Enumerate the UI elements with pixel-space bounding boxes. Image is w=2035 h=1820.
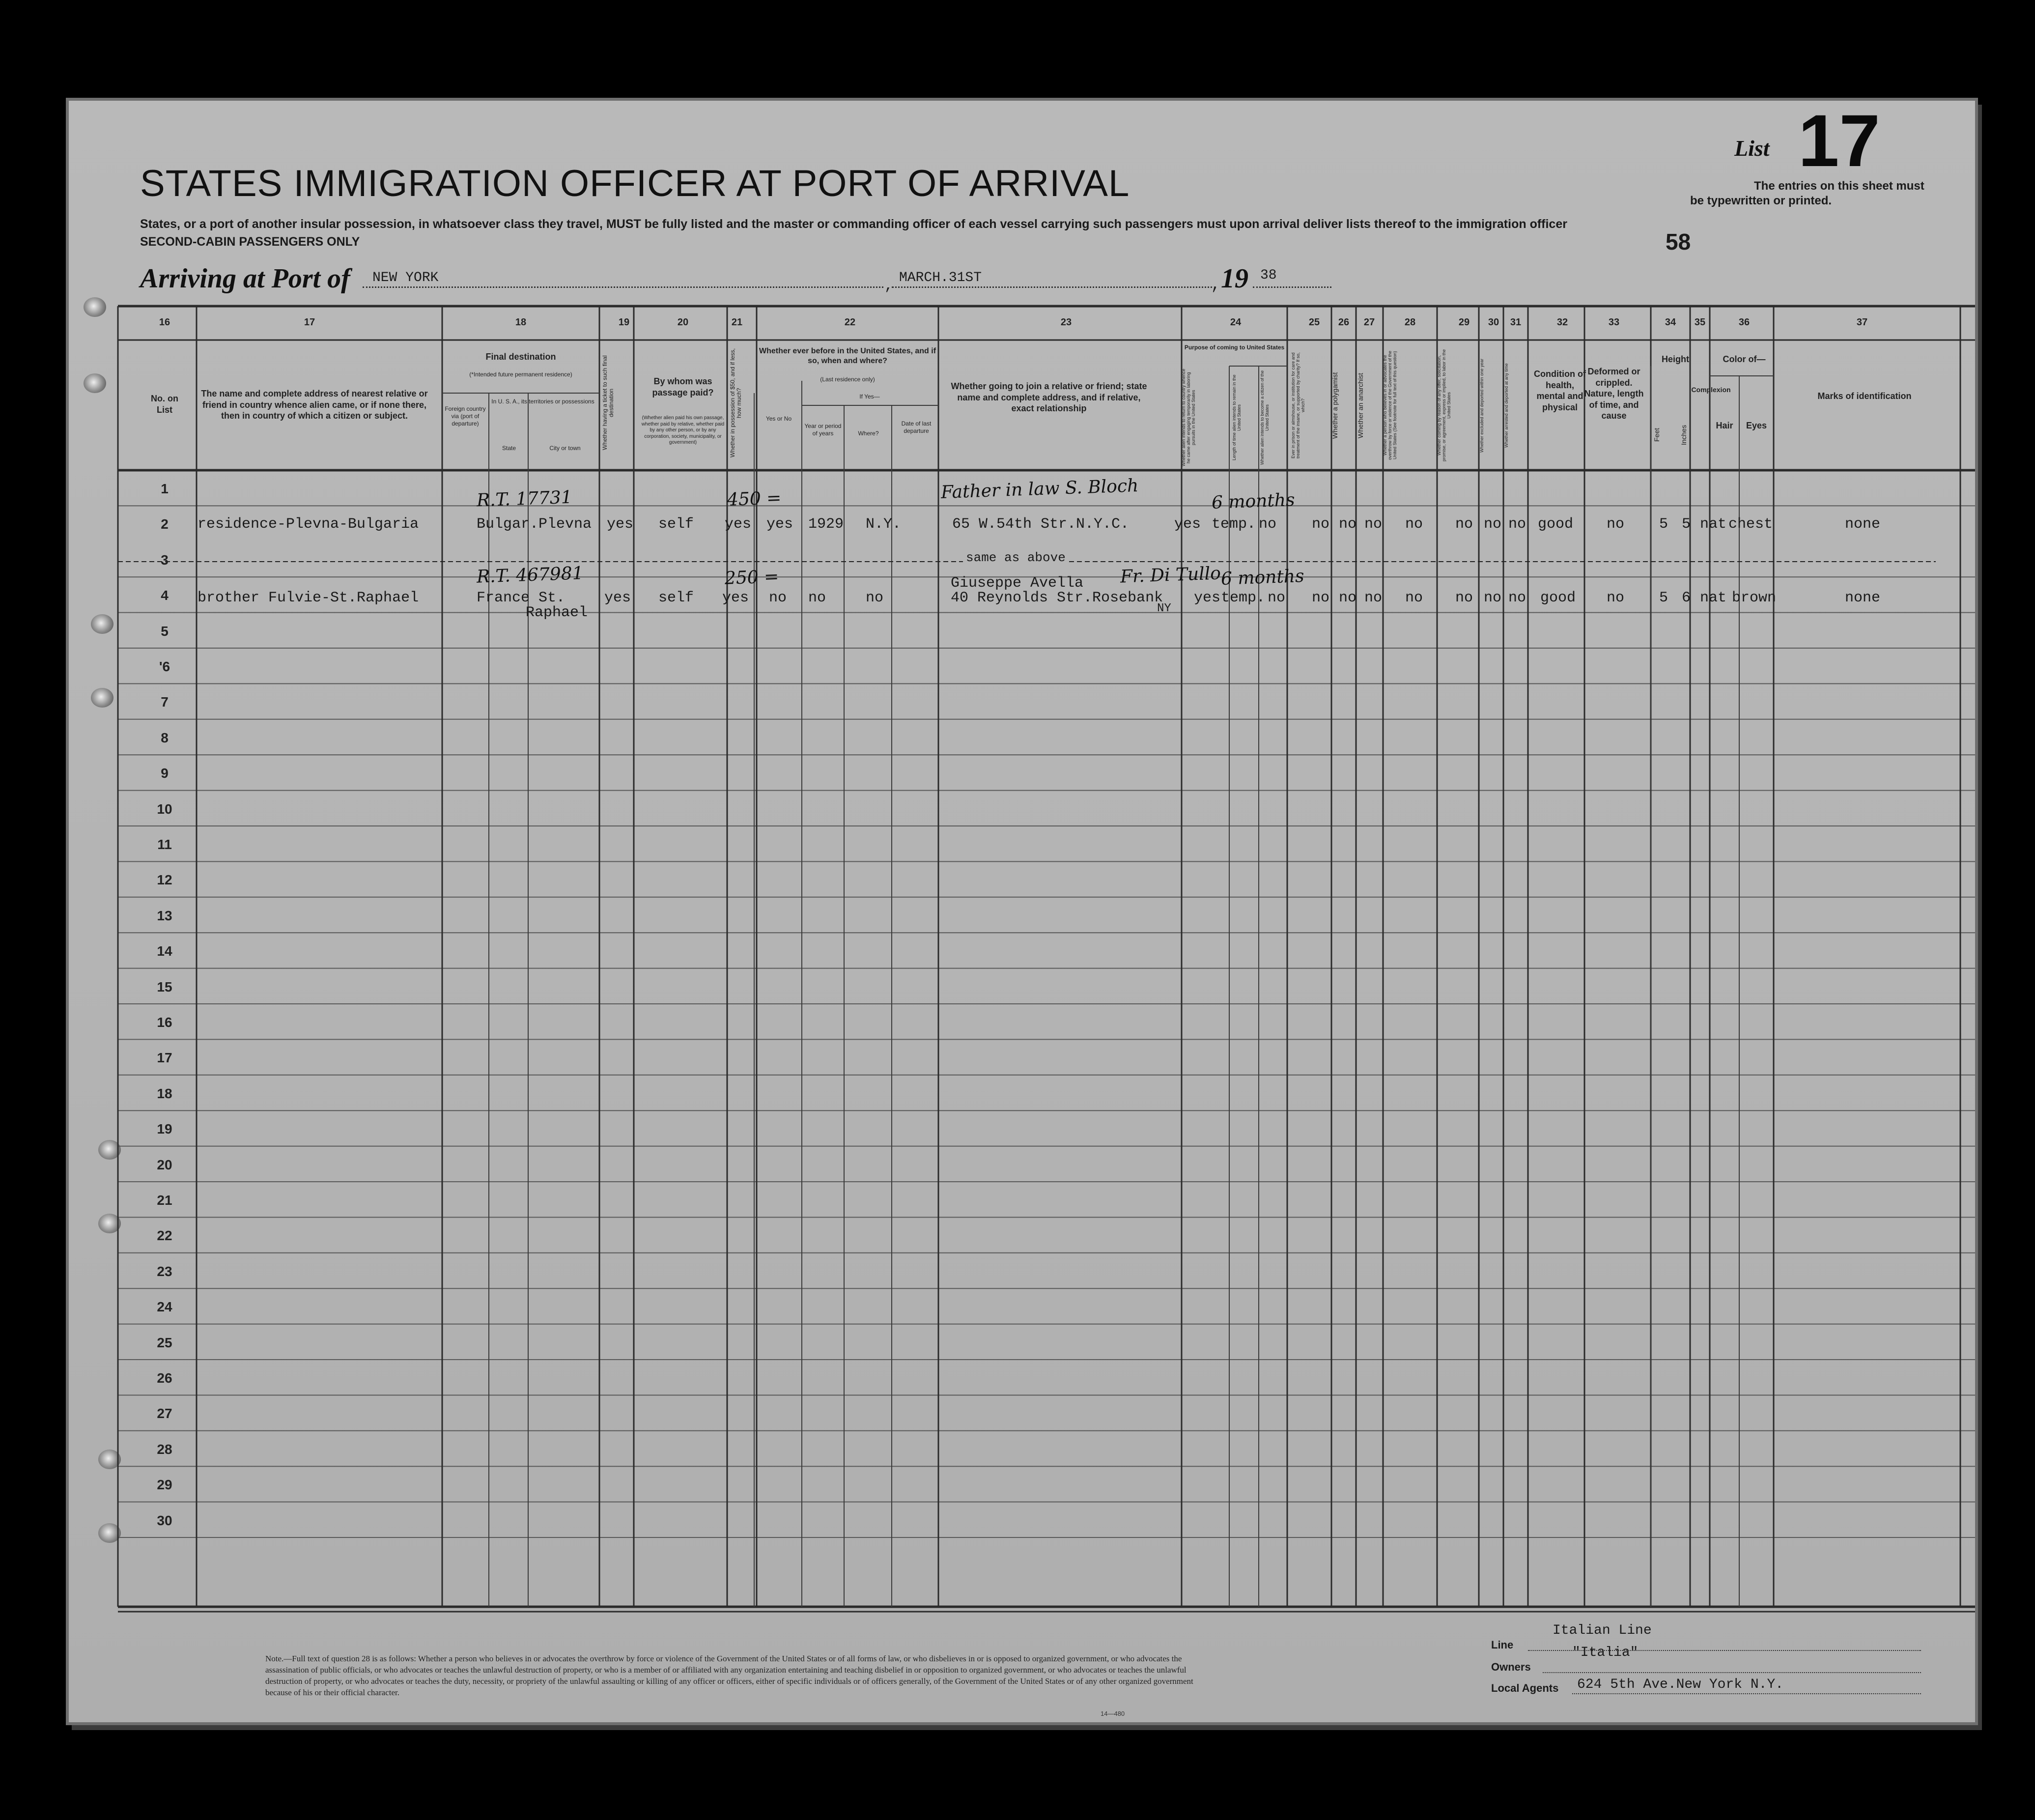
row-number: 22 xyxy=(157,1228,172,1244)
row-number: 14 xyxy=(157,943,172,959)
row-number: 26 xyxy=(157,1370,172,1386)
row1-length: temp. xyxy=(1212,516,1256,533)
col-header-37: Marks of identification xyxy=(1817,391,1912,401)
grid-lines xyxy=(69,101,1975,1722)
list-label: List xyxy=(1734,136,1770,161)
col-header-36: Color of— xyxy=(1723,354,1766,364)
agents-value: 624 5th Ave.New York N.Y. xyxy=(1577,1677,1784,1692)
row3-col27: no xyxy=(1364,590,1383,606)
row-number: 20 xyxy=(157,1157,172,1172)
col-header-33: Deformed or crippled. Nature, length of time, and cause xyxy=(1584,367,1644,421)
row3-destination: France St. xyxy=(477,590,565,606)
col-num-33: 33 xyxy=(1608,317,1620,328)
row1-year: 1929 xyxy=(808,516,844,533)
row1-col30: no xyxy=(1484,516,1502,533)
row-number: 1 xyxy=(161,481,169,496)
row1-hand-join: Father in law S. Bloch xyxy=(940,475,1139,503)
row1-where: N.Y. xyxy=(866,516,902,533)
sheet-number: 58 xyxy=(1666,229,1691,255)
row3-complexion: nat xyxy=(1700,590,1727,606)
row-number: '6 xyxy=(159,659,170,674)
col-header-17: The name and complete address of nearest relative or friend in country whence alien came, or if none there, then in country of which a citizen or subject. xyxy=(201,389,428,421)
col-num-22: 22 xyxy=(844,317,856,328)
row3-inches: 6 xyxy=(1682,590,1691,606)
col-header-30: Whether excluded and deported within one year xyxy=(1479,358,1484,453)
row3-year: no xyxy=(808,590,826,606)
row-number: 29 xyxy=(157,1477,172,1493)
row1-health: good xyxy=(1538,516,1574,533)
row1-col29: no xyxy=(1455,516,1473,533)
row3-col25: no xyxy=(1312,590,1330,606)
row1-before-us: yes xyxy=(766,516,793,533)
row3-length: temp. xyxy=(1221,590,1266,606)
row-number: 30 xyxy=(157,1512,172,1528)
col-num-36: 36 xyxy=(1738,317,1750,328)
row1-complexion: nat xyxy=(1700,516,1727,533)
col-header-22: Whether ever before in the United States, and if so, when and where? xyxy=(759,347,936,365)
owners-label: Owners xyxy=(1491,1661,1531,1673)
row1-relative: residence-Plevna-Bulgaria xyxy=(198,516,419,533)
row3-col29: no xyxy=(1455,590,1473,606)
row3-joining-name: Giuseppe Avella xyxy=(951,575,1084,592)
row-number: 4 xyxy=(161,588,169,603)
row-number: 27 xyxy=(157,1406,172,1422)
row3-hand-length: 6 months xyxy=(1220,566,1305,589)
col-header-28: Whether a person who believes in or advocates the overthrow by force or violence of the Government of the United States (See footnote for full text of this question) xyxy=(1383,350,1397,460)
row1-ticket: yes xyxy=(607,516,634,533)
row1-col26: no xyxy=(1339,516,1357,533)
col-num-29: 29 xyxy=(1458,317,1470,328)
year-prefix: 19 xyxy=(1221,263,1248,294)
row-number: 12 xyxy=(157,872,172,888)
row-number: 15 xyxy=(157,979,172,995)
row3-deformed: no xyxy=(1607,590,1625,606)
row3-before-us: no xyxy=(769,590,787,606)
row3-feet: 5 xyxy=(1659,590,1668,606)
col-num-20: 20 xyxy=(677,317,689,328)
row1-hand-money: 450 = xyxy=(727,488,782,510)
row-number: 5 xyxy=(161,623,169,639)
row1-destination: Bulgar.Plevna xyxy=(477,516,592,533)
row3-ticket: yes xyxy=(604,590,631,606)
row1-money: yes xyxy=(725,516,752,533)
row-number: 25 xyxy=(157,1335,172,1350)
row1-paid-by: self xyxy=(658,516,694,533)
port-value: NEW YORK xyxy=(372,270,439,285)
line-value: Italian Line xyxy=(1553,1623,1652,1638)
col-num-23: 23 xyxy=(1060,317,1072,328)
col-header-23: Whether going to join a relative or friend; state name and complete address, and if relative, exact relationship xyxy=(951,381,1147,413)
row3-destination-2: Raphael xyxy=(526,604,588,621)
col-num-17: 17 xyxy=(304,317,315,328)
col-header-24: Purpose of coming to United States xyxy=(1184,344,1285,351)
row3-money: yes xyxy=(722,590,749,606)
row3-joining: 40 Reynolds Str.Rosebank xyxy=(951,590,1163,606)
col-num-32: 32 xyxy=(1556,317,1568,328)
row3-col28: no xyxy=(1405,590,1423,606)
row1-hand-length: 6 months xyxy=(1211,490,1296,513)
col-header-27: Whether an anarchist xyxy=(1357,372,1364,438)
row1-deformed: no xyxy=(1607,516,1625,533)
form-number: 14—480 xyxy=(1101,1710,1125,1717)
row2-same: same as above xyxy=(963,550,1069,565)
row-number: 11 xyxy=(157,837,172,852)
col-num-16: 16 xyxy=(159,317,170,328)
row-number: 23 xyxy=(157,1263,172,1279)
row-number: 13 xyxy=(157,908,172,923)
row3-marks: none xyxy=(1845,590,1881,606)
col-header-20: By whom was passage paid? xyxy=(652,376,714,398)
col-header-31: Whether arrested and deported at any time xyxy=(1504,363,1509,448)
row1-inches: 5 xyxy=(1682,516,1691,533)
col-header-26: Whether a polygamist xyxy=(1331,372,1339,439)
row3-hair-eyes: brown xyxy=(1732,590,1777,606)
col-num-37: 37 xyxy=(1856,317,1868,328)
year-suffix: 38 xyxy=(1260,268,1277,283)
row1-col31: no xyxy=(1508,516,1526,533)
col-header-16: No. on List xyxy=(151,394,178,415)
col-num-30: 30 xyxy=(1488,317,1499,328)
row3-where: no xyxy=(866,590,884,606)
row1-joining: 65 W.54th Str.N.Y.C. xyxy=(952,516,1130,533)
cabin-class: SECOND-CABIN PASSENGERS ONLY xyxy=(140,235,360,249)
row1-col27: no xyxy=(1364,516,1383,533)
row1-feet: 5 xyxy=(1659,516,1668,533)
row3-hand-dest: R.T. 467981 xyxy=(476,563,584,587)
row-number: 8 xyxy=(161,730,169,745)
row3-col26: no xyxy=(1339,590,1357,606)
row-number: 24 xyxy=(157,1299,172,1315)
row3-citizen: no xyxy=(1268,590,1286,606)
col-header-18: Final destination xyxy=(485,352,556,362)
col-num-21: 21 xyxy=(731,317,743,328)
col-num-18: 18 xyxy=(515,317,527,328)
row3-joining-state: NY xyxy=(1157,602,1171,615)
row-number: 3 xyxy=(161,552,169,568)
row1-hair-eyes: chest xyxy=(1728,516,1773,533)
row-number: 7 xyxy=(161,694,169,710)
col-num-35: 35 xyxy=(1694,317,1706,328)
col-num-34: 34 xyxy=(1665,317,1676,328)
instruction-text: States, or a port of another insular possession, in whatsoever class they travel, MUST be fully listed and the master or commanding officer of each vessel carrying such passengers must upon arrival deliver lists thereof to the immigration officer xyxy=(140,217,1567,231)
row3-health: good xyxy=(1540,590,1576,606)
row1-intends-return: yes xyxy=(1174,516,1201,533)
entries-note-2: be typewritten or printed. xyxy=(1690,194,1832,207)
row-number: 19 xyxy=(157,1121,172,1137)
col-num-27: 27 xyxy=(1363,317,1375,328)
page-title: STATES IMMIGRATION OFFICER AT PORT OF ARRIVAL xyxy=(140,163,1130,204)
col-header-34: Height xyxy=(1662,354,1689,364)
owners-value: "Italia" xyxy=(1572,1645,1639,1660)
date-value: MARCH.31ST xyxy=(899,270,982,285)
agents-label: Local Agents xyxy=(1491,1682,1559,1694)
row-number: 18 xyxy=(157,1085,172,1101)
footnote-question-28: Note.—Full text of question 28 is as follows: Whether a person who believes in or advocates the overthrow by force or violence of the Government of the United States or of all forms of law, or who disbelieves in or is opposed to organized government, or who advocates the assassination of public officials, or who advocates or teaches the unlawful destruction of property, or who is a member of or affiliated with any organization entertaining and teaching disbelief in or opposition to organized government, or who advocates or teaches the unlawful destruction of property, or who advocates or teaches the duty, necessity, or propriety of the unlawful assaulting or killing of any officer or officers, either of specific individuals or of officers generally, of the Government of the United States or of any other organized government because of his or their official character. xyxy=(265,1654,1193,1697)
row-number: 9 xyxy=(161,766,169,781)
row3-hand-money: 250 = xyxy=(724,567,780,589)
row3-col31: no xyxy=(1508,590,1526,606)
row-number: 28 xyxy=(157,1441,172,1457)
col-num-19: 19 xyxy=(618,317,630,328)
col-header-29: Whether coming by reason of any offer, solicitation, promise, or agreement, express or implied, to labor in the United States xyxy=(1437,349,1451,462)
row3-hand-join: Fr. Di Tullo xyxy=(1120,563,1221,587)
row3-intends-return: yes xyxy=(1194,590,1221,606)
line-label: Line xyxy=(1491,1639,1514,1651)
list-number: 17 xyxy=(1798,99,1880,182)
col-num-25: 25 xyxy=(1308,317,1320,328)
col-num-24: 24 xyxy=(1230,317,1242,328)
entries-note-1: The entries on this sheet must xyxy=(1754,179,1924,193)
row1-marks: none xyxy=(1845,516,1881,533)
row1-col25: no xyxy=(1312,516,1330,533)
manifest-sheet: List 17 The entries on this sheet must be typewritten or printed. STATES IMMIGRATION OFFICER AT PORT OF ARRIVAL States, or a port of another insular possession, in whatsoever class they travel, MUST be fully listed and the master or commanding officer of each vessel carrying such passengers must upon arrival deliver lists thereof to the immigration officer SECOND-CABIN PASSENGERS ONLY 58 Arriving at Port of NEW YORK , MARCH.31ST , 19 38 16 17 18 19 20 21 22 23 24 25 26 27 28 29 30 31 32 33 34 35 36 37 No. on List The name and complete address of nearest relative or friend in country whence alien came, or if none there, then in country of which a citizen or subject. Final destination (*Intended future permanent residence) Foreign country via (port of departure) In U. S. A., its territories or possessions State City or town Whether having a ticket to such final destination By whom was passage paid? (Whether alien paid his own passage, whether paid by relative, whether paid by any other person, or by any corporation, society, municipality, or government) Whether in possession of $50, and if less, how much? Whether ever before in the United States, and if so, when and where? (Last residence only) Yes or No If Yes— Year or period of years Where? Date of last departure Whether going to join a relative or friend; state name and complete address, and if relative, exact relationship Purpose of coming to United States Whether alien intends to return to country whence he came after engaging temporarily in laboring pursuits in the United States Length of time alien intends to remain in the United States Whether alien intends to become a citizen of the United States Ever in prison or almshouse, or institution for care and treatment of the insane, or supported by charity? If so, which? Whether a polygamist Whether an anarchist Whether a person who believes in or advocates the overthrow by force or violence of the Government of the United States (See footnote for full text of this question) Whether coming by reason of any offer, solicitation, promise, or agreement, express or implied, to labor in the United States Whether excluded and deported within one year Whether arrested and deported at any time Condition of health, mental and physical Deformed or crippled. Nature, length of time, and cause Height Feet Inches Complexion Color of— Hair Eyes Marks of identification 1 2 3 4 5 '6 7 8 9 10 11 12 13 14 15 16 17 18 19 20 21 22 23 24 25 26 27 28 29 30 residence-Plevna-Bulgaria Bulgar.Plevna yes self yes yes 1929 N.Y. 65 W.54th Str.N.Y.C. yes temp. no no no no no no no no good no 5 5 nat chest none R.T. 17731 450 = Father in law S. Bloch 6 months same as above brother Fulvie-St.Raphael France St. Raphael yes self yes no no no Giuseppe Avella 40 Reynolds Str.Rosebank NY yes temp. no no no no no no no no good no 5 6 nat brown none R.T. 467981 250 = Fr. Di Tullo 6 months Note.—Full text of question 28 is as follows: Whether a person who believes in or advocates the overthrow by force or violence of the Government of the United States or of all forms of law, or who disbelieves in or is opposed to organized government, or who advocates the assassination of public officials, or who advocates or teaches the unlawful destruction of property, or who is a member of or affiliated with any organization entertaining and teaching disbelief in or opposition to organized government, or who advocates or teaches the unlawful destruction of property, or who advocates or teaches the duty, necessity, or propriety of the unlawful assaulting or killing of any officer or officers, either of specific individuals or of officers generally, of the Government of the United States or of any other organized government because of his or their official character. 14—480 Line Italian Line Owners "Italia" Local Agents 624 5th Ave.New York N.Y. xyxy=(69,101,1975,1722)
arriving-label: Arriving at Port of xyxy=(140,263,350,294)
row3-relative: brother Fulvie-St.Raphael xyxy=(198,590,419,606)
col-num-31: 31 xyxy=(1510,317,1522,328)
row3-paid-by: self xyxy=(658,590,694,606)
row-number: 16 xyxy=(157,1015,172,1030)
row1-hand-dest: R.T. 17731 xyxy=(476,487,573,511)
row1-citizen: no xyxy=(1259,516,1277,533)
col-header-25: Ever in prison or almshouse, or institution for care and treatment of the insane, or supported by charity? If so, which? xyxy=(1291,352,1305,458)
row3-col30: no xyxy=(1484,590,1502,606)
col-header-32: Condition of health, mental and physical xyxy=(1534,369,1586,412)
row-number: 21 xyxy=(157,1193,172,1208)
row-number: 2 xyxy=(161,516,169,532)
col-header-35: Complexion xyxy=(1691,386,1731,394)
col-num-26: 26 xyxy=(1338,317,1350,328)
row-number: 10 xyxy=(157,801,172,817)
col-header-19: Whether having a ticket to such final destination xyxy=(601,355,615,451)
col-num-28: 28 xyxy=(1404,317,1416,328)
col-header-21: Whether in possession of $50, and if less, how much? xyxy=(729,348,743,458)
row1-col28: no xyxy=(1405,516,1423,533)
row-number: 17 xyxy=(157,1050,172,1066)
